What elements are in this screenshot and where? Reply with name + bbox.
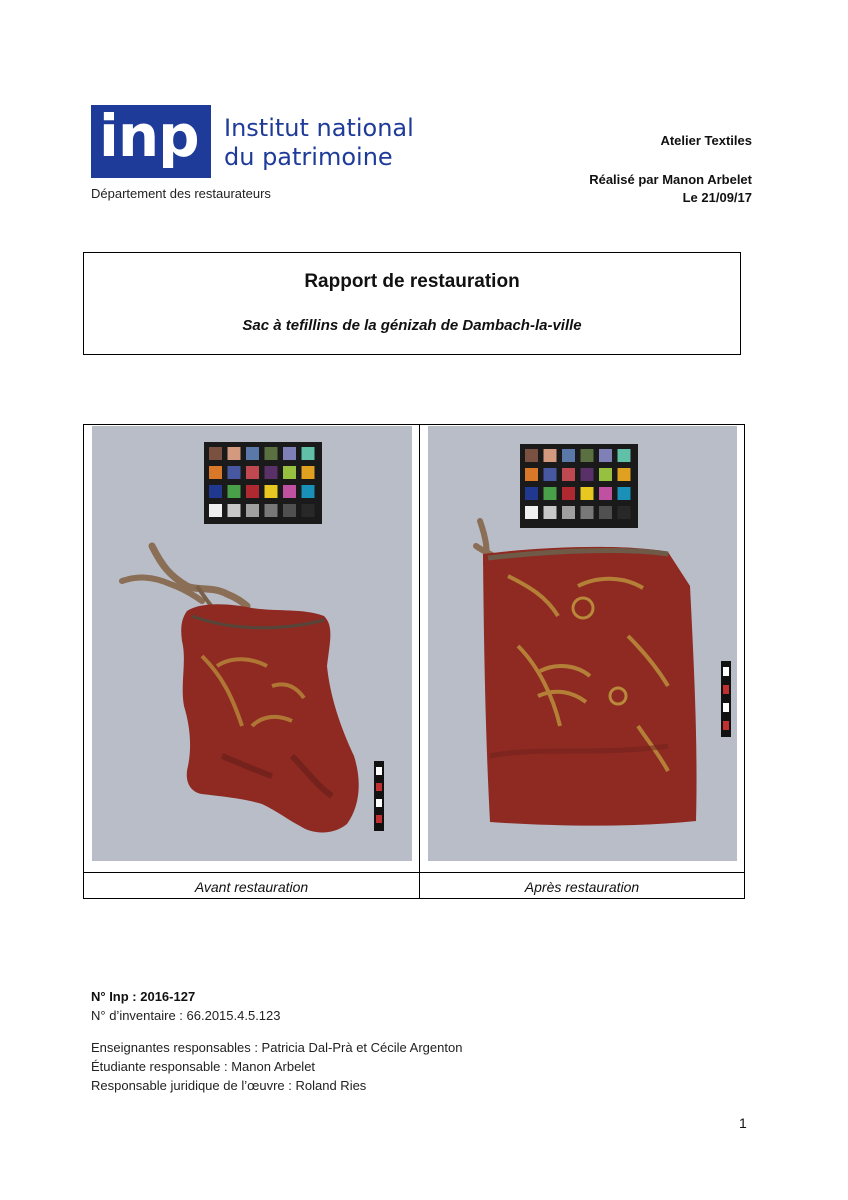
photo-table xyxy=(83,424,745,899)
page-number: 1 xyxy=(739,1115,747,1131)
legal-owner-line: Responsable juridique de l’œuvre : Roland Ries xyxy=(91,1078,367,1093)
institution-name-line2: du patrimoine xyxy=(224,143,393,171)
author-label: Réalisé par Manon Arbelet xyxy=(589,172,752,187)
logo-mark-text: inp xyxy=(99,102,199,170)
date-label: Le 21/09/17 xyxy=(682,190,752,205)
photo-after-restoration xyxy=(428,426,737,861)
responsibles-block xyxy=(91,1038,462,1095)
inventory-number: N° d’inventaire : 66.2015.4.5.123 xyxy=(91,1008,281,1023)
bag-before-illustration xyxy=(92,426,412,861)
photo-before-restoration xyxy=(92,426,412,861)
report-subtitle: Sac à tefillins de la génizah de Dambach-la-ville xyxy=(242,317,582,334)
scale-bar xyxy=(721,661,731,737)
table-divider-vertical xyxy=(419,424,420,898)
teachers-line: Enseignantes responsables : Patricia Dal-Prà et Cécile Argenton xyxy=(91,1040,463,1055)
scale-bar xyxy=(374,761,384,831)
report-title: Rapport de restauration xyxy=(304,271,520,292)
table-divider-horizontal xyxy=(84,872,744,873)
institution-name-line1: Institut national xyxy=(224,114,414,142)
student-line: Étudiante responsable : Manon Arbelet xyxy=(91,1059,316,1074)
inp-logo-mark xyxy=(91,102,211,178)
inp-number: N° Inp : 2016-127 xyxy=(91,989,196,1004)
color-checker-chart xyxy=(520,444,638,528)
identification-block xyxy=(91,987,281,1025)
department-label: Département des restaurateurs xyxy=(91,186,271,201)
atelier-label: Atelier Textiles xyxy=(660,133,752,148)
caption-after: Après restauration xyxy=(524,879,640,895)
color-checker-chart xyxy=(204,442,322,524)
caption-before: Avant restauration xyxy=(194,879,309,895)
title-frame xyxy=(83,252,741,355)
bag-after-illustration xyxy=(428,426,737,861)
institution-name xyxy=(224,114,414,172)
